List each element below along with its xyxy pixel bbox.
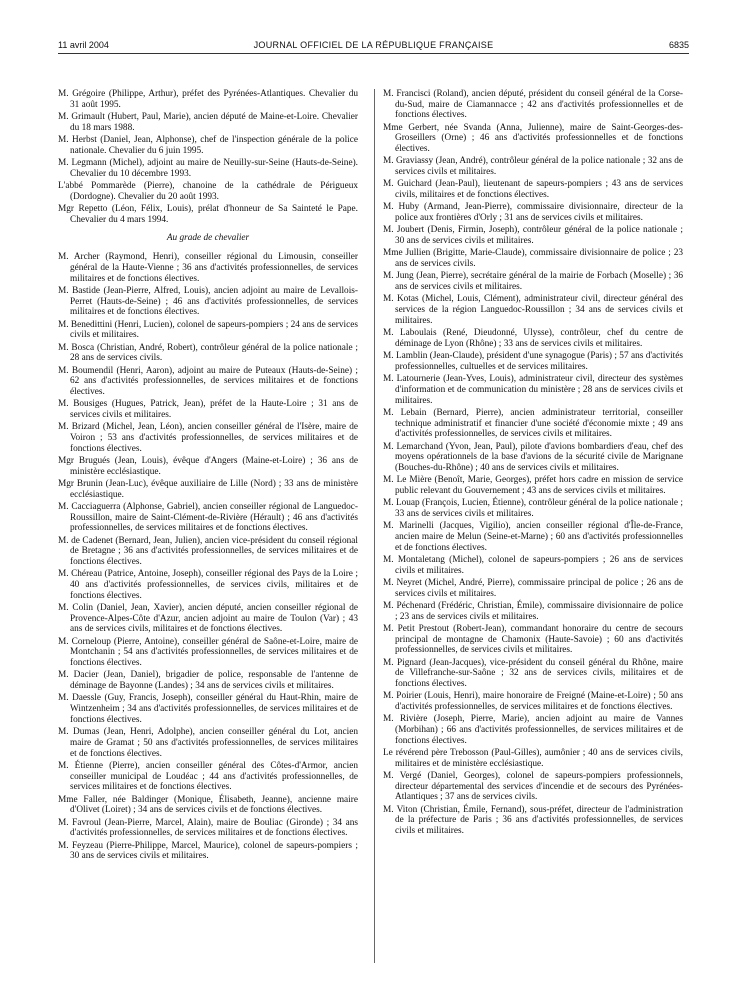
honoree-entry: M. Péchenard (Frédéric, Christian, Émile), commissaire divisionnaire de police ; 23 ans de services civils et militaires. — [383, 600, 683, 622]
honoree-entry: M. Colin (Daniel, Jean, Xavier), ancien député, ancien conseiller régional de Provence-Alpes-Côte d'Azur, ancien adjoint au maire de Toulon (Var) ; 43 ans de services civils, militaires et de fonctions électives. — [58, 603, 358, 635]
honoree-entry: M. Viton (Christian, Émile, Fernand), sous-préfet, directeur de l'administration de la préfecture de Paris ; 36 ans d'activités professionnelles, de services civils et militaires. — [383, 804, 683, 837]
page-header — [58, 38, 689, 52]
honoree-entry: M. Lemarchand (Yvon, Jean, Paul), pilote d'avions bombardiers d'eau, chef des moyens opérationnels de la base d'avions de la sécurité civile de Marignane (Bouches-du-Rhône) ; 40 ans de services civils et militaires. — [383, 441, 683, 473]
header-rule — [58, 53, 689, 54]
honoree-entry: M. Montaletang (Michel), colonel de sapeurs-pompiers ; 26 ans de services civils et militaires. — [383, 554, 683, 576]
honoree-entry: M. Feyzeau (Pierre-Philippe, Marcel, Maurice), colonel de sapeurs-pompiers ; 30 ans de services civils et militaires. — [58, 840, 358, 862]
honoree-entry: M. Guichard (Jean-Paul), lieutenant de sapeurs-pompiers ; 43 ans de services civils, militaires et de fonctions électives. — [383, 179, 683, 201]
honoree-entry: M. Jung (Jean, Pierre), secrétaire général de la mairie de Forbach (Moselle) ; 36 ans de services civils et militaires. — [383, 271, 683, 293]
honoree-entry: M. Cacciaguerra (Alphonse, Gabriel), ancien conseiller régional de Languedoc-Roussillon, maire de Saint-Clément-de-Rivière (Hérault) ; 46 ans d'activités professionnelles, de services militaires et de fonctions électives. — [58, 501, 358, 534]
honoree-entry: Mgr Brugués (Jean, Louis), évêque d'Angers (Maine-et-Loire) ; 36 ans de ministère ecclésiastique. — [58, 455, 358, 477]
left-column — [58, 89, 358, 864]
honoree-entry: Mgr Brunin (Jean-Luc), évêque auxiliaire de Lille (Nord) ; 33 ans de ministère ecclésiastique. — [58, 478, 358, 500]
honoree-entry: M. Vergé (Daniel, Georges), colonel de sapeurs-pompiers professionnels, directeur départemental des services d'incendie et de secours des Pyrénées-Atlantiques ; 37 ans de services civils. — [383, 771, 683, 803]
header-date: 11 avril 2004 — [58, 40, 109, 50]
honoree-entry: M. Corneloup (Pierre, Antoine), conseiller général de Saône-et-Loire, maire de Montchanin ; 54 ans d'activités professionnelles, de services militaires et de fonctions électives. — [58, 636, 358, 669]
honoree-entry: M. Rivière (Joseph, Pierre, Marie), ancien adjoint au maire de Vannes (Morbihan) ; 66 ans d'activités professionnelles, de services militaires et de fonctions électives. — [383, 714, 683, 746]
honoree-entry: M. Brizard (Michel, Jean, Léon), ancien conseiller général de l'Isère, maire de Voiron ; 53 ans d'activités professionnelles, de services militaires et de fonctions électives. — [58, 422, 358, 454]
honoree-entry: M. Benedittini (Henri, Lucien), colonel de sapeurs-pompiers ; 24 ans de services civils et militaires. — [58, 319, 358, 341]
honoree-entry: M. Chéreau (Patrice, Antoine, Joseph), conseiller régional des Pays de la Loire ; 40 ans d'activités professionnelles, de services civils, militaires et de fonctions électives. — [58, 569, 358, 601]
honoree-entry: M. Daessle (Guy, Francis, Joseph), conseiller général du Haut-Rhin, maire de Wintzenheim ; 34 ans d'activités professionnelles, de services militaires et de fonctions électives. — [58, 693, 358, 725]
honoree-entry: M. Dumas (Jean, Henri, Adolphe), ancien conseiller général du Lot, ancien maire de Gramat ; 50 ans d'activités professionnelles, de services militaires et de fonctions électives. — [58, 727, 358, 759]
honoree-entry: M. Marinelli (Jacques, Vigilio), ancien conseiller régional d'Île-de-France, ancien maire de Melun (Seine-et-Marne) ; 60 ans d'activités professionnelles et de fonctions électives. — [383, 521, 683, 553]
honoree-entry: Mme Gerbert, née Svanda (Anna, Julienne), maire de Saint-Georges-des-Groseillers (Orne) ; 46 ans d'activités professionnelles et de fonctions électives. — [383, 122, 683, 155]
honoree-entry: M. Dacier (Jean, Daniel), brigadier de police, responsable de l'antenne de déminage de Bayonne (Landes) ; 34 ans de services civils et militaires. — [58, 670, 358, 692]
honoree-entry: M. Lebain (Bernard, Pierre), ancien administrateur territorial, conseiller technique administratif et financier d'une société d'économie mixte ; 49 ans d'activités professionnelles, de services civils et militaires. — [383, 407, 683, 440]
honoree-entry: M. Grimault (Hubert, Paul, Marie), ancien député de Maine-et-Loire. Chevalier du 18 mars 1988. — [58, 112, 358, 133]
header-title: JOURNAL OFFICIEL DE LA RÉPUBLIQUE FRANÇAISE — [253, 40, 494, 50]
honoree-entry: M. Archer (Raymond, Henri), conseiller régional du Limousin, conseiller général de la Haute-Vienne ; 36 ans d'activités professionnelles, de services militaires et de fonctions électives. — [58, 252, 358, 284]
honoree-entry: Mme Jullien (Brigitte, Marie-Claude), commissaire divisionnaire de police ; 23 ans de services civils. — [383, 248, 683, 270]
honoree-entry: M. Joubert (Denis, Firmin, Joseph), contrôleur général de la police nationale ; 30 ans de services civils et militaires. — [383, 225, 683, 247]
right-column — [383, 89, 683, 838]
honoree-entry: M. Boumendil (Henri, Aaron), adjoint au maire de Puteaux (Hauts-de-Seine) ; 62 ans d'activités professionnelles, de services militaires et de fonctions électives. — [58, 365, 358, 397]
honoree-entry: M. Le Mière (Benoît, Marie, Georges), préfet hors cadre en mission de service public relevant du Gouvernement ; 43 ans de services civils et militaires. — [383, 475, 683, 496]
honoree-entry: M. Poirier (Louis, Henri), maire honoraire de Freigné (Maine-et-Loire) ; 50 ans d'activités professionnelles, de services militaires et de fonctions électives. — [383, 691, 683, 713]
honoree-entry: M. Francisci (Roland), ancien député, président du conseil général de la Corse-du-Sud, maire de Ciamannacce ; 42 ans d'activités professionnelles et de fonctions électives. — [383, 89, 683, 121]
honoree-entry: M. Bousiges (Hugues, Patrick, Jean), préfet de la Haute-Loire ; 31 ans de services civils et militaires. — [58, 399, 358, 420]
chevalier-list-left — [58, 252, 358, 862]
honoree-entry: M. Neyret (Michel, André, Pierre), commissaire principal de police ; 26 ans de services civils et militaires. — [383, 577, 683, 599]
honoree-entry: M. Louap (François, Lucien, Étienne), contrôleur général de la police nationale ; 33 ans de services civils et militaires. — [383, 498, 683, 519]
honoree-entry: Mme Faller, née Baldinger (Monique, Élisabeth, Jeanne), ancienne maire d'Olivet (Loiret) ; 34 ans de services civils et de fonctions électives. — [58, 794, 358, 816]
honoree-entry: M. Petit Prestout (Robert-Jean), commandant honoraire du centre de secours principal de montagne de Chamonix (Haute-Savoie) ; 60 ans d'activités professionnelles, de services civils et militaires. — [383, 623, 683, 656]
honoree-entry: M. Legmann (Michel), adjoint au maire de Neuilly-sur-Seine (Hauts-de-Seine). Chevalier du 10 décembre 1993. — [58, 158, 358, 179]
honoree-entry: M. Grégoire (Philippe, Arthur), préfet des Pyrénées-Atlantiques. Chevalier du 31 août 1995. — [58, 89, 358, 110]
column-divider — [374, 89, 375, 963]
honoree-entry: M. Kotas (Michel, Louis, Clément), administrateur civil, directeur général des services de la région Languedoc-Roussillon ; 34 ans de services civils et militaires. — [383, 294, 683, 326]
honoree-entry: M. Latournerie (Jean-Yves, Louis), administrateur civil, directeur des systèmes d'information et de communication du ministère ; 28 ans de services civils et militaires. — [383, 374, 683, 406]
honoree-entry: M. Étienne (Pierre), ancien conseiller général des Côtes-d'Armor, ancien conseiller municipal de Loudéac ; 44 ans d'activités professionnelles, de services militaires et de fonctions électives. — [58, 760, 358, 793]
honoree-entry: L'abbé Pommarède (Pierre), chanoine de la cathédrale de Périgueux (Dordogne). Chevalier du 20 août 1993. — [58, 181, 358, 202]
honoree-entry: Mgr Repetto (Léon, Félix, Louis), prélat d'honneur de Sa Sainteté le Pape. Chevalier du 4 mars 1994. — [58, 204, 358, 225]
honoree-entry: M. Bosca (Christian, André, Robert), contrôleur général de la police nationale ; 28 ans de services civils. — [58, 342, 358, 364]
honoree-entry: M. de Cadenet (Bernard, Jean, Julien), ancien vice-président du conseil régional de Bretagne ; 36 ans d'activités professionnelles, de services militaires et de fonctions électives. — [58, 535, 358, 568]
honoree-entry: M. Laboulais (René, Dieudonné, Ulysse), contrôleur, chef du centre de déminage de Lyon (Rhône) ; 33 ans de services civils et militaires. — [383, 328, 683, 349]
promotion-list-officier — [58, 89, 358, 225]
honoree-entry: M. Lamblin (Jean-Claude), président d'une synagogue (Paris) ; 57 ans d'activités professionnelles, cultuelles et de services militaires. — [383, 351, 683, 372]
honoree-entry: M. Huby (Armand, Jean-Pierre), commissaire divisionnaire, directeur de la police aux frontières d'Orly ; 31 ans de services civils et militaires. — [383, 202, 683, 224]
honoree-entry: M. Bastide (Jean-Pierre, Alfred, Louis), ancien adjoint au maire de Levallois-Perret (Hauts-de-Seine) ; 46 ans d'activités professionnelles, de services militaires et de fonctions électives. — [58, 285, 358, 318]
section-subheading: Au grade de chevalier — [166, 233, 250, 244]
page-number: 6835 — [668, 40, 689, 50]
honoree-entry: M. Favroul (Jean-Pierre, Marcel, Alain), maire de Bouliac (Gironde) ; 34 ans d'activités professionnelles, de services militaires et de fonctions électives. — [58, 817, 358, 839]
chevalier-list-right — [383, 89, 683, 837]
honoree-entry: M. Herbst (Daniel, Jean, Alphonse), chef de l'inspection générale de la police nationale. Chevalier du 6 juin 1995. — [58, 135, 358, 156]
honoree-entry: M. Graviassy (Jean, André), contrôleur général de la police nationale ; 32 ans de services civils et militaires. — [383, 156, 683, 178]
honoree-entry: M. Pignard (Jean-Jacques), vice-président du conseil général du Rhône, maire de Villefranche-sur-Saône ; 32 ans de services civils, militaires et de fonctions électives. — [383, 657, 683, 690]
honoree-entry: Le révérend père Trebosson (Paul-Gilles), aumônier ; 40 ans de services civils, militaires et de ministère ecclésiastique. — [383, 748, 683, 769]
